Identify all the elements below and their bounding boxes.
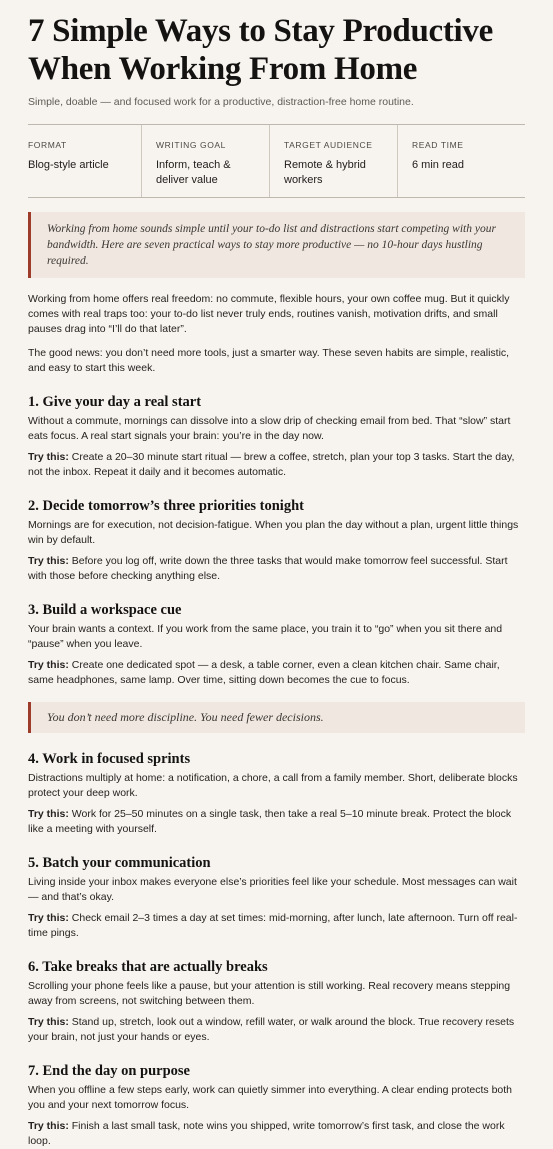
try-text: Create one dedicated spot — a desk, a table corner, even a clean kitchen chair. Same chair, same headphones, same lamp. Over time, sitting down becomes the cue to focus.	[28, 659, 500, 686]
article-subtitle: Simple, doable — and focused work for a productive, distraction-free home routine.	[28, 96, 414, 108]
meta-value: Blog-style article	[28, 159, 109, 171]
section-heading: 7. End the day on purpose	[28, 1063, 190, 1079]
section-body: Scrolling your phone feels like a pause, but your attention is still working. Real recovery means stepping away from screens, not switching between them.	[28, 980, 511, 1007]
meta-label: WRITING GOAL	[156, 140, 227, 150]
try-this	[28, 1119, 525, 1149]
section	[28, 1062, 525, 1149]
section-heading: 6. Take breaks that are actually breaks	[28, 959, 268, 975]
section	[28, 497, 525, 584]
section	[28, 750, 525, 837]
section-heading: 3. Build a workspace cue	[28, 602, 182, 618]
intro-paragraph: The good news: you don’t need more tools, just a smarter way. These seven habits are simple, realistic, and easy to start this week.	[28, 347, 510, 374]
section-body: Distractions multiply at home: a notification, a chore, a call from a family member. Short, deliberate blocks protect your deep work.	[28, 772, 518, 799]
try-text: Stand up, stretch, look out a window, refill water, or walk around the block. True recovery resets your brain, not just your hands or eyes.	[28, 1016, 515, 1043]
section	[28, 854, 525, 941]
meta-format	[28, 125, 141, 197]
section	[28, 958, 525, 1045]
try-text: Before you log off, write down the three tasks that would make tomorrow feel successful. Start with those before checking anything else.	[28, 555, 508, 582]
section-body: Without a commute, mornings can dissolve into a slow drip of checking email from bed. That “slow” start eats focus. A real start signals your brain: you’re in the day now.	[28, 415, 511, 442]
try-this	[28, 1015, 525, 1045]
section-heading: 1. Give your day a real start	[28, 394, 202, 410]
section	[28, 601, 525, 688]
section-body: When you offline a few steps early, work can quietly simmer into everything. A clear ending protects both you and your next tomorrow focus.	[28, 1084, 513, 1111]
try-label: Try this:	[28, 555, 69, 567]
try-this	[28, 554, 525, 584]
section-heading: 4. Work in focused sprints	[28, 751, 191, 767]
meta-value: Remote & hybrid workers	[284, 159, 366, 186]
section-heading: 2. Decide tomorrow’s three priorities tonight	[28, 498, 304, 514]
try-label: Try this:	[28, 1016, 69, 1028]
section-body: Mornings are for execution, not decision-fatigue. When you plan the day without a plan, urgent little things win by default.	[28, 519, 519, 546]
article-title: 7 Simple Ways to Stay Productive When Working From Home	[28, 13, 493, 87]
try-text: Check email 2–3 times a day at set times: mid-morning, after lunch, late afternoon. Turn off real-time pings.	[28, 912, 518, 939]
section-body: Living inside your inbox makes everyone else’s priorities feel like your schedule. Most messages can wait — and that’s okay.	[28, 876, 517, 903]
meta-value: 6 min read	[412, 159, 464, 171]
intro-paragraph: Working from home offers real freedom: no commute, flexible hours, your own coffee mug. But it quickly comes with real traps too: your to-do list never truly ends, routines vanish, motivation drifts, and small pauses drag into “I’ll do that later”.	[28, 293, 510, 335]
intro-callout: Working from home sounds simple until your to-do list and distractions start competing with your bandwidth. Here are seven practical ways to stay more productive — no 10-hour days hustling required.	[28, 212, 525, 278]
try-label: Try this:	[28, 451, 69, 463]
section	[28, 393, 525, 480]
meta-label: TARGET AUDIENCE	[284, 140, 373, 150]
meta-value: Inform, teach & deliver value	[156, 159, 231, 186]
pull-quote: You don’t need more discipline. You need fewer decisions.	[28, 702, 525, 733]
meta-label: READ TIME	[412, 140, 464, 150]
meta-writing-goal	[141, 125, 269, 197]
try-this	[28, 658, 525, 688]
meta-read-time	[397, 125, 525, 197]
meta-target-audience	[269, 125, 397, 197]
try-this	[28, 807, 525, 837]
try-label: Try this:	[28, 808, 69, 820]
try-label: Try this:	[28, 659, 69, 671]
try-label: Try this:	[28, 912, 69, 924]
try-text: Work for 25–50 minutes on a single task, then take a real 5–10 minute break. Protect the block like a meeting with yourself.	[28, 808, 512, 835]
section-body: Your brain wants a context. If you work from the same place, you train it to “go” when you sit there and “pause” when you leave.	[28, 623, 503, 650]
section-heading: 5. Batch your communication	[28, 855, 211, 871]
try-this	[28, 450, 525, 480]
try-this	[28, 911, 525, 941]
meta-label: FORMAT	[28, 140, 67, 150]
try-label: Try this:	[28, 1120, 69, 1132]
meta-bar	[28, 124, 525, 198]
try-text: Create a 20–30 minute start ritual — brew a coffee, stretch, plan your top 3 tasks. Start the day, not the inbox. Repeat it daily and it becomes automatic.	[28, 451, 515, 478]
try-text: Finish a last small task, note wins you shipped, write tomorrow’s first task, and close the work loop.	[28, 1120, 505, 1147]
